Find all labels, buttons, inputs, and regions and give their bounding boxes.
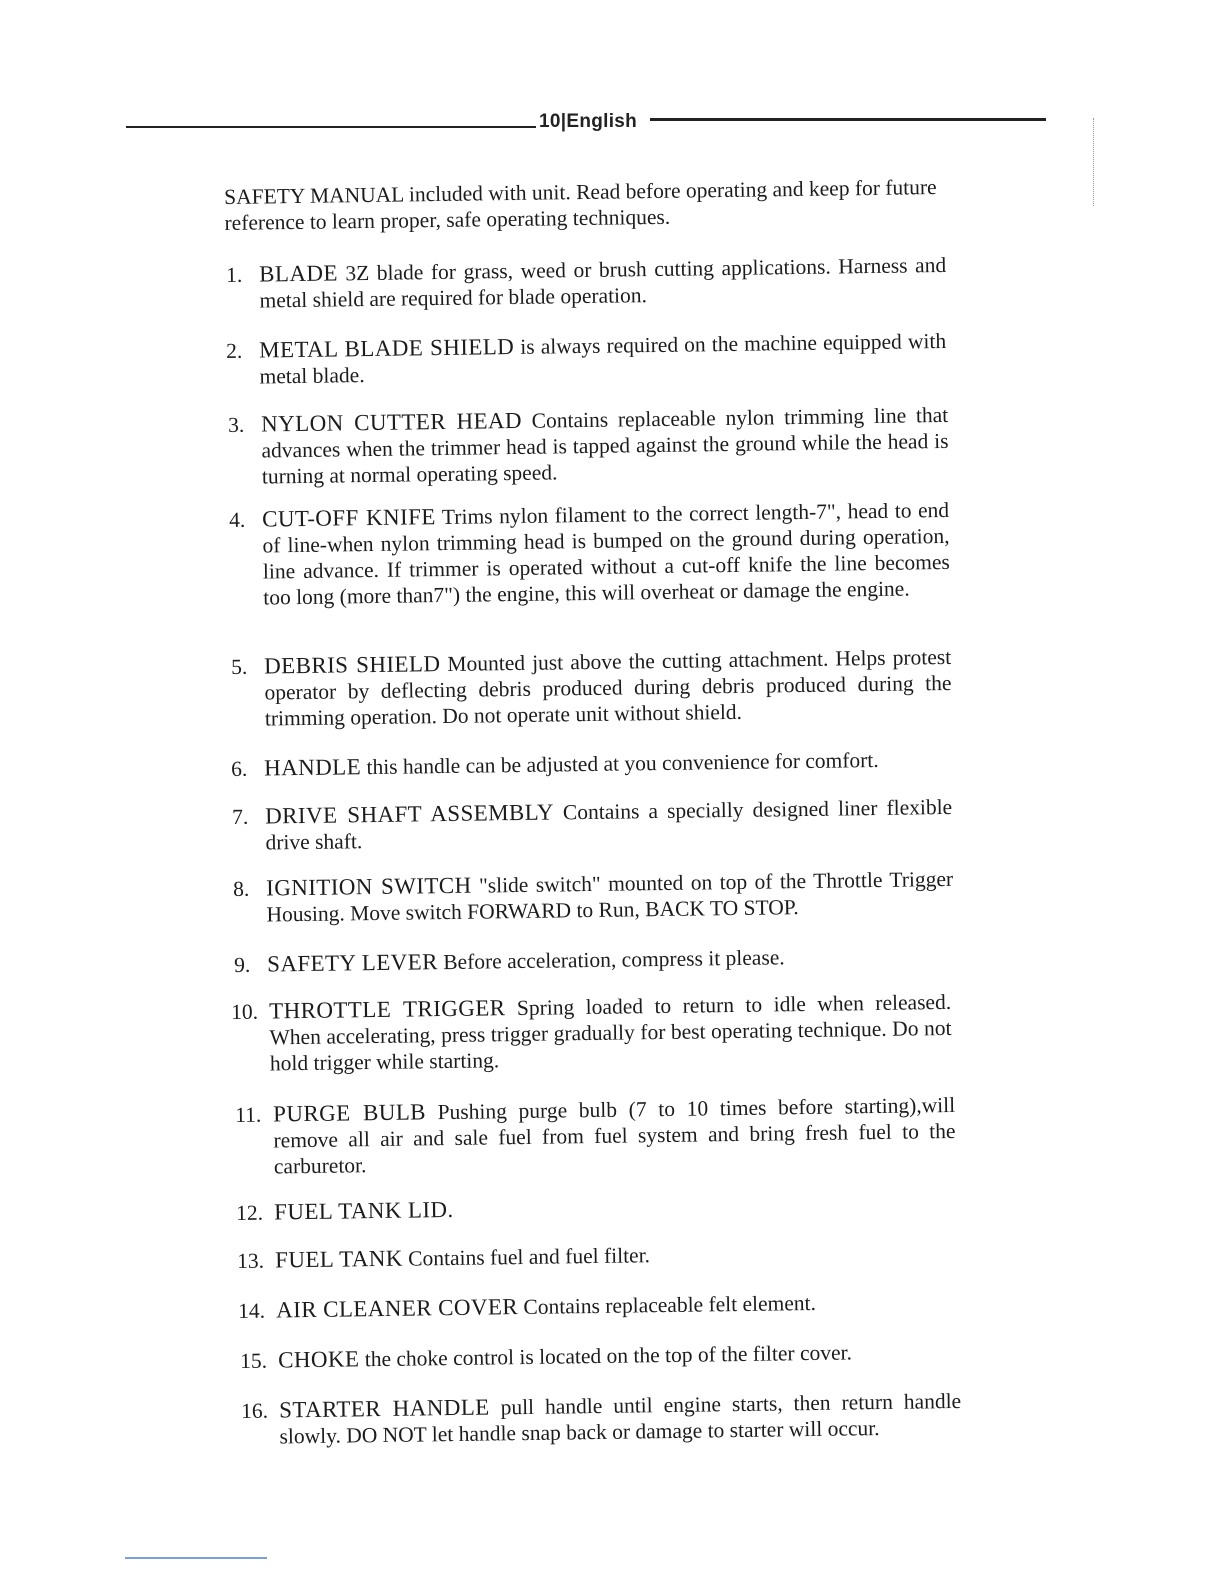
item-number: 1. xyxy=(226,262,243,287)
footer-rule xyxy=(125,1557,267,1559)
item-number: 11. xyxy=(235,1102,262,1127)
item-description: Pushing purge bulb (7 to 10 times before starting),will remove all air and sale fuel from fuel system and bring fresh fuel to the carburetor. xyxy=(273,1092,956,1179)
page-header-label: 10|English xyxy=(539,111,638,132)
item-term: FUEL TANK xyxy=(274,1245,403,1273)
list-item-15 xyxy=(240,1338,960,1374)
list-item-6 xyxy=(231,746,951,782)
item-number: 10. xyxy=(231,999,259,1024)
item-description: Before acceleration, compress it please. xyxy=(443,945,785,975)
item-description: is always required on the machine equipped with metal blade. xyxy=(259,328,947,389)
item-term: THROTTLE TRIGGER xyxy=(268,995,506,1024)
item-description: this handle can be adjusted at you convenience for comfort. xyxy=(366,747,879,780)
item-description: Mounted just above the cutting attachment. Helps protest operator by deflecting debris produced during debris produced during the trimming operation. Do not operate unit without shield. xyxy=(264,644,952,731)
item-description: pull handle until engine starts, then return handle slowly. DO NOT let handle snap back or damage to starter will occur. xyxy=(279,1388,962,1449)
intro-paragraph: SAFETY MANUAL included with unit. Read before operating and keep for future reference to learn proper, safe operating techniques. xyxy=(224,175,937,235)
item-number: 8. xyxy=(233,876,250,901)
item-description: Contains fuel and fuel filter. xyxy=(407,1243,651,1271)
item-description: Contains replaceable nylon trimming line that advances when the trimmer head is tapped against the ground while the head is turning at normal operating speed. xyxy=(261,402,949,489)
item-description: Contains a specially designed liner flexible drive shaft. xyxy=(265,794,953,855)
item-term: DRIVE SHAFT ASSEMBLY xyxy=(264,799,555,829)
item-term: STARTER HANDLE xyxy=(278,1394,490,1423)
item-number: 14. xyxy=(238,1298,266,1323)
list-item-4 xyxy=(229,497,950,611)
scan-edge-mark xyxy=(1093,118,1094,206)
list-item-13 xyxy=(237,1238,957,1274)
item-description: Spring loaded to return to idle when released. When accelerating, press trigger gradually for best operating technique. Do not hold trigger while starting. xyxy=(269,989,952,1076)
item-description: 3Z blade for grass, weed or brush cutting applications. Harness and metal shield are required for blade operation. xyxy=(259,252,947,313)
item-description: Trims nylon filament to the correct length-7", head to end of line-when nylon trimming head is bumped on the ground during operation, line advance. If trimmer is operated without a cut-off knife the line becomes too long (more than7") the engine, this will overheat or damage the engine. xyxy=(262,497,951,610)
item-term: DEBRIS SHIELD xyxy=(263,651,441,679)
item-number: 6. xyxy=(231,756,248,781)
item-term: NYLON CUTTER HEAD xyxy=(260,407,523,437)
item-number: 15. xyxy=(240,1348,268,1373)
list-item-2 xyxy=(226,328,947,390)
item-term: AIR CLEANER COVER xyxy=(275,1294,519,1323)
item-term: METAL BLADE SHIELD xyxy=(258,333,515,363)
list-item-5 xyxy=(231,644,952,732)
item-description: "slide switch" mounted on top of the Throttle Trigger Housing. Move switch FORWARD to Run, BACK TO STOP. xyxy=(266,866,954,927)
item-term: HANDLE xyxy=(263,754,362,781)
item-term: PURGE BULB xyxy=(272,1099,427,1127)
item-number: 2. xyxy=(226,338,243,363)
list-item-11 xyxy=(235,1092,956,1180)
list-item-8 xyxy=(233,866,954,928)
list-item-12 xyxy=(236,1190,956,1226)
item-term: BLADE xyxy=(258,260,339,287)
item-number: 13. xyxy=(237,1248,265,1273)
list-item-14 xyxy=(238,1288,958,1324)
item-description: Contains replaceable felt element. xyxy=(523,1290,817,1320)
item-term: CHOKE xyxy=(277,1346,360,1373)
item-number: 4. xyxy=(229,507,246,532)
item-number: 3. xyxy=(228,412,245,437)
item-description: the choke control is located on the top of the filter cover. xyxy=(364,1340,853,1372)
item-number: 7. xyxy=(232,804,249,829)
item-number: 12. xyxy=(236,1200,264,1225)
list-item-10 xyxy=(231,989,952,1077)
header-rule-left xyxy=(126,126,536,128)
list-item-7 xyxy=(232,794,953,856)
item-term: SAFETY LEVER xyxy=(266,949,439,977)
item-number: 16. xyxy=(241,1398,269,1423)
item-term: FUEL TANK LID. xyxy=(273,1196,454,1225)
item-number: 9. xyxy=(234,952,251,977)
list-item-1 xyxy=(226,252,947,314)
item-term: CUT-OFF KNIFE xyxy=(261,504,436,532)
header-rule-right xyxy=(650,118,1046,121)
item-term: IGNITION SWITCH xyxy=(265,872,472,901)
list-item-16 xyxy=(241,1388,962,1450)
list-item-3 xyxy=(228,402,949,490)
list-item-9 xyxy=(234,942,954,978)
item-number: 5. xyxy=(231,654,248,679)
